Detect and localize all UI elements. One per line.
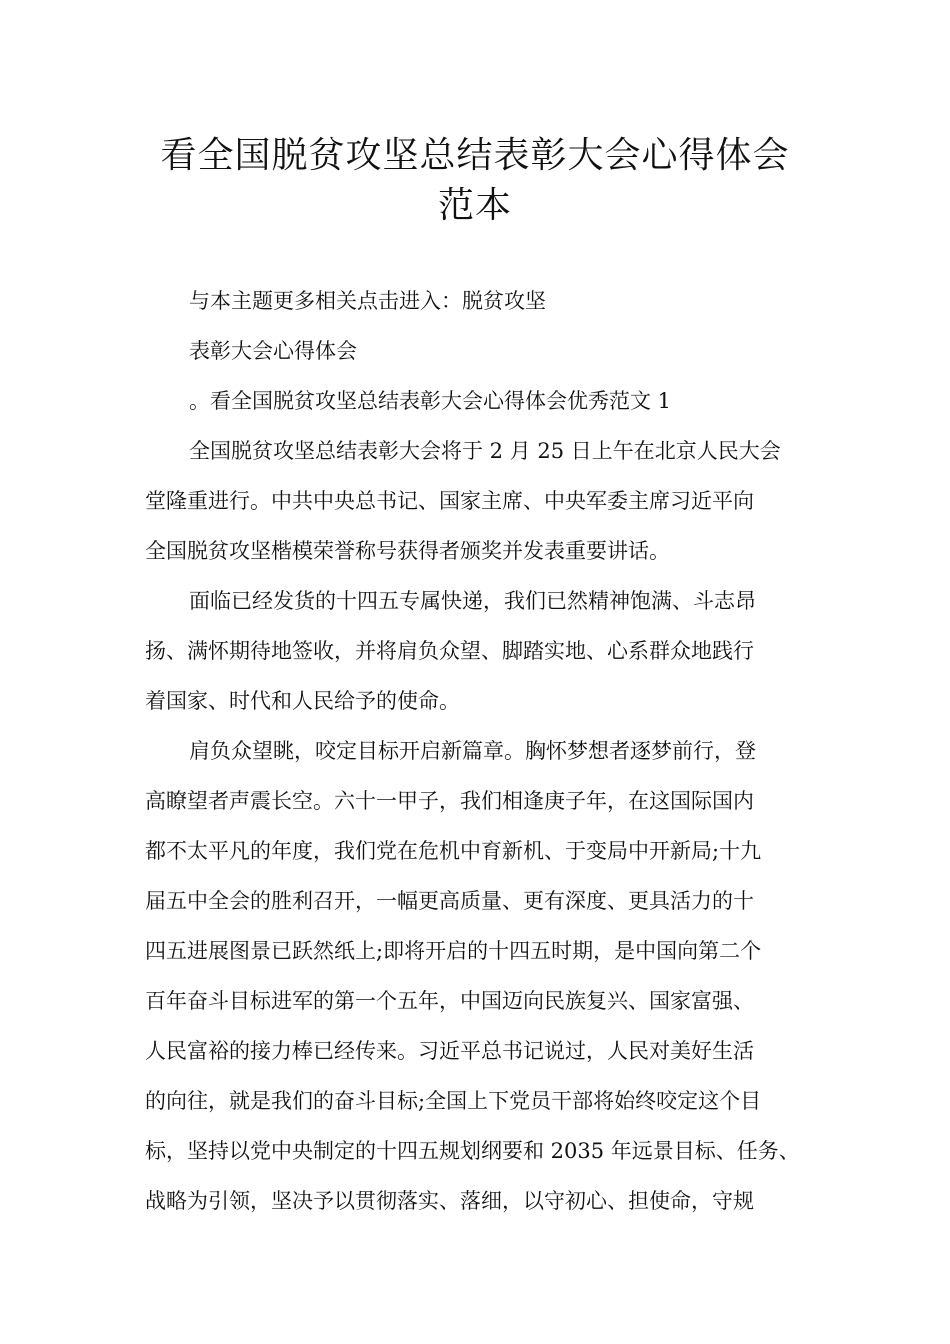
section-heading: 。看全国脱贫攻坚总结表彰大会心得体会优秀范文 1	[189, 389, 672, 413]
paragraph-line: 全国脱贫攻坚总结表彰大会将于 2 月 25 日上午在北京人民大会	[189, 439, 781, 463]
paragraph-line: 堂隆重进行。中共中央总书记、国家主席、中央军委主席习近平向	[145, 489, 754, 513]
paragraph-line: 肩负众望眺，咬定目标开启新篇章。胸怀梦想者逐梦前行，登	[189, 739, 756, 763]
document-title-line-2: 范本	[437, 185, 512, 226]
paragraph-line: 人民富裕的接力棒已经传来。习近平总书记说过，人民对美好生活	[145, 1039, 754, 1063]
paragraph-line: 的向往，就是我们的奋斗目标;全国上下党员干部将始终咬定这个目	[145, 1089, 762, 1113]
paragraph-line: 高瞭望者声震长空。六十一甲子，我们相逢庚子年，在这国际国内	[145, 789, 754, 813]
paragraph-line: 百年奋斗目标进军的第一个五年，中国迈向民族复兴、国家富强、	[145, 989, 754, 1013]
paragraph-line: 四五进展图景已跃然纸上;即将开启的十四五时期，是中国向第二个	[145, 939, 762, 963]
paragraph-line: 战略为引领，坚决予以贯彻落实、落细，以守初心、担使命，守规	[145, 1189, 754, 1213]
paragraph-line: 标，坚持以党中央制定的十四五规划纲要和 2035 年远景目标、任务、	[145, 1139, 800, 1163]
paragraph-line: 都不太平凡的年度，我们党在危机中育新机、于变局中开新局;十九	[145, 839, 762, 863]
paragraph-line: 着国家、时代和人民给予的使命。	[145, 689, 460, 713]
related-topics-link[interactable]: 与本主题更多相关点击进入：脱贫攻坚	[189, 289, 546, 313]
paragraph-line: 全国脱贫攻坚楷模荣誉称号获得者颁奖并发表重要讲话。	[145, 539, 670, 563]
related-topics-link-continued[interactable]: 表彰大会心得体会	[189, 339, 357, 363]
paragraph-line: 面临已经发货的十四五专属快递，我们已然精神饱满、斗志昂	[189, 589, 756, 613]
paragraph-line: 届五中全会的胜利召开，一幅更高质量、更有深度、更具活力的十	[145, 889, 754, 913]
paragraph-line: 扬、满怀期待地签收，并将肩负众望、脚踏实地、心系群众地践行	[145, 639, 754, 663]
document-title-line-1: 看全国脱贫攻坚总结表彰大会心得体会	[160, 135, 790, 176]
